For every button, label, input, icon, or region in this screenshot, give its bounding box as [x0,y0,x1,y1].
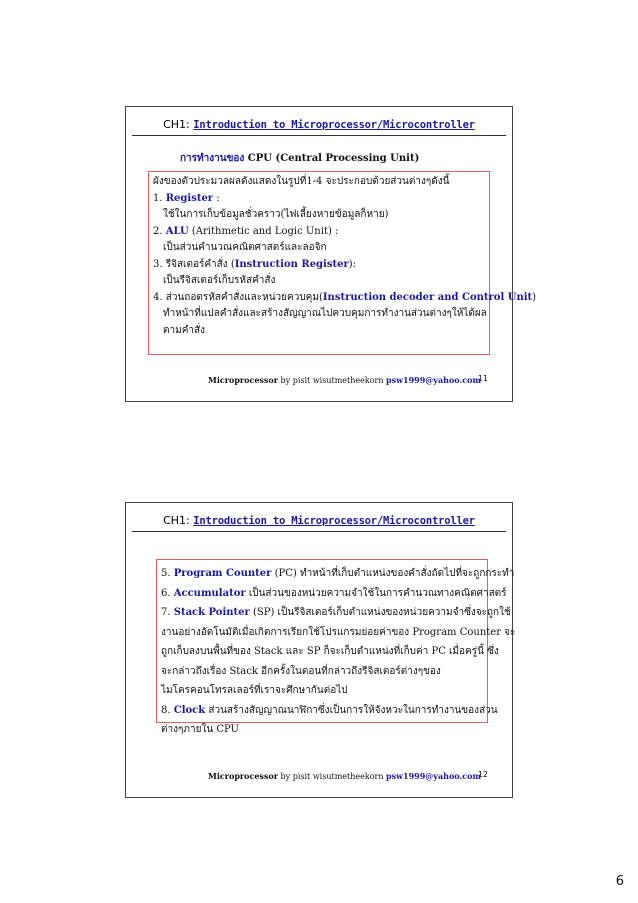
text-line: ตามคำสั่ง [163,324,205,336]
text: เป็นส่วนของหน่วยความจำใช้ในการคำนวณทางคณิตศาสตร์ [248,587,507,599]
slide-11 [125,106,537,402]
footer-course: Microprocessor [208,771,278,781]
keyword: Clock [173,704,206,716]
text-line: งานอย่างอัตโนมัติเมื่อเกิดการเรียกใช้โปรแกรมย่อยค่าของ Program Counter จะ [161,626,516,638]
text-line [161,564,515,584]
text-line: ผังของตัวประมวลผลดังแสดงในรูปที่1-4 จะประกอบด้วยส่วนต่างๆดังนี้ [153,176,450,187]
document-page-number: 6 [615,874,624,889]
slide-12 [125,502,516,798]
slide-footer [208,375,481,385]
keyword: Accumulator [173,587,246,599]
content-box [156,559,516,735]
footer-author: by pisit wisutmetheekorn [280,772,384,781]
text: (SP) เป็นรีจิสเตอร์เก็บตำแหน่งของหน่วยความจำซึ่งจะถูกใช้ [252,607,511,618]
text: (Arithmetic and Logic Unit) : [191,225,339,237]
keyword: ALU [165,225,189,237]
slide-title [126,514,512,527]
heading-thai: การทำงานของ [180,153,245,164]
item-number: 8. [161,704,171,716]
text-line: เป็นรีจิสเตอร์เก็บรหัสคำสั่ง [163,275,276,286]
text: (PC) ทำหน้าที่เก็บตำแหน่งของคำสั่งถัดไปที่จะถูกกระทำ [274,568,515,579]
title-prefix: CH1: [163,514,190,527]
text: : [216,192,220,204]
item-number: 6. [161,587,171,599]
text-line [161,701,498,721]
keyword: Program Counter [173,568,272,579]
footer-course: Microprocessor [208,375,278,385]
title-main: Introduction to Microprocessor/Microcontroller [193,515,475,527]
text: 4. ส่วนถอดรหัสคำสั่งและหน่วยควบคุม( [153,291,323,303]
text-line: ไมโครคอนโทรลเลอร์ที่เราจะศึกษากันต่อไป [161,685,348,696]
keyword: Register [165,192,214,204]
item-number: 1. [153,192,163,204]
text: ส่วนสร้างสัญญาณนาฬิกาซึ่งเป็นการให้จังหวะในการทำงานของส่วน [208,704,498,716]
slide-number: 11 [477,374,488,383]
title-main: Introduction to Microprocessor/Microcontroller [193,119,475,131]
slide-number: 12 [477,770,488,779]
text: 3. รีจิสเตอร์คำสั่ง ( [153,258,235,270]
text-line [161,603,511,623]
title-divider [132,135,506,136]
section-heading [180,151,419,166]
title-divider [132,531,506,532]
text: ) [532,291,537,303]
content-box [148,171,537,355]
keyword: Instruction decoder and Control Unit [322,291,533,303]
title-prefix: CH1: [163,118,190,131]
keyword: Instruction Register [234,258,349,270]
text-line: จะกล่าวถึงเรื่อง Stack อีกครั้งในตอนที่กล่าวถึงรีจิสเตอร์ต่างๆของ [161,665,441,677]
text-line [153,257,485,274]
item-number: 7. [161,607,171,618]
text-line [153,191,485,208]
footer-email: psw1999@yahoo.com [386,375,481,385]
text-line: ต่างๆภายใน CPU [161,724,239,735]
item-number: 2. [153,225,163,237]
keyword: Stack Pointer [173,607,250,618]
text-line: ถูกเก็บลงบนพื้นที่ของ Stack และ SP ก็จะเก็บตำแหน่งที่เก็บค่า PC เมื่อครู่นี้ ซึ่ง [161,646,499,657]
text-line [161,584,507,604]
text: ): [348,258,357,270]
slide-title [126,118,512,131]
text-line: ใช้ในการเก็บข้อมูลชั่วคราว(ไฟเลี้ยงหายข้อมูลก็หาย) [163,209,389,220]
text-line [153,224,485,241]
slide-footer [208,771,481,781]
heading-english: CPU (Central Processing Unit) [247,153,420,164]
text-line: ทำหน้าที่แปลคำสั่งและสร้างสัญญาณไปควบคุมการทำงานส่วนต่างๆให้ได้ผล [163,308,487,319]
footer-author: by pisit wisutmetheekorn [280,376,384,385]
item-number: 5. [161,568,171,579]
footer-email: psw1999@yahoo.com [386,771,481,781]
text-line: เป็นส่วนคำนวณคณิตศาสตร์และลอจิก [163,242,327,253]
text-line [153,290,537,307]
